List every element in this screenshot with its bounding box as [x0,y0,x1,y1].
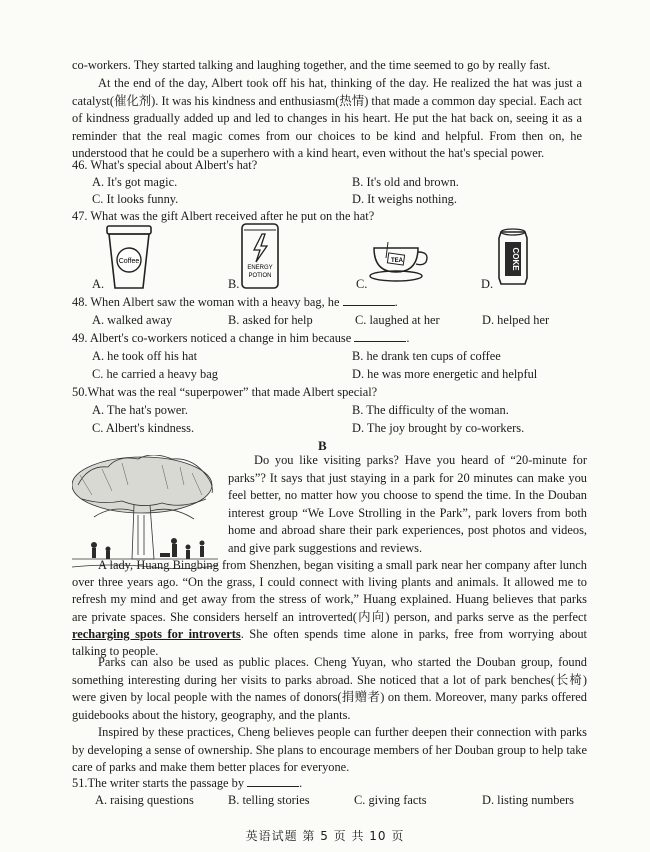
q50-stem: 50.What was the real “superpower” that made Albert special? [72,385,378,399]
energy-label-2: POTION [248,273,272,279]
p2-text-b: . She often spends time alone in parks, free from worrying about talking to people. [72,626,588,659]
q47-stem: 47. What was the gift Albert received after he put on the hat? [72,209,375,223]
q46-option-a[interactable]: A. It's got magic. [92,175,178,189]
q47-option-a[interactable]: A. [92,277,105,291]
passage-a-paragraph-end: co-workers. They started talking and laughing together, and the time seemed to go by really fast. [72,58,551,72]
section-b-title: B [318,438,327,453]
section-b-paragraph-3: Parks can also be used as public places. Cheng Yuyan, who started the Douban group, found something interesting during her visits to parks abroad. She noticed that a lot of park benches(长椅) were given by local people with the names of donors(捐赠者) on them. Moreover, many parks offered guidebooks about the history, geography, and the plants. [72,655,587,722]
q49-option-c[interactable]: C. he carried a heavy bag [92,367,218,381]
q49-stem-text: 49. Albert's co-workers noticed a change in him because [72,331,352,345]
q51-stem-text: 51.The writer starts the passage by [72,776,245,790]
q50-option-a[interactable]: A. The hat's power. [92,403,188,417]
coffee-label: Coffee [118,258,140,265]
q50-option-d[interactable]: D. The joy brought by co-workers. [352,421,525,435]
section-b-paragraph-2 [72,557,587,660]
q48-blank[interactable] [343,294,395,306]
q49-option-a[interactable]: A. he took off his hat [92,349,198,363]
q51-option-b[interactable]: B. telling stories [228,793,310,807]
q47-option-b[interactable]: B. [228,277,240,291]
energy-label-1: ENERGY [247,265,273,271]
q47-option-c[interactable]: C. [356,277,368,291]
energy-drink-icon [240,222,280,290]
q46-stem: 46. What's special about Albert's hat? [72,158,258,172]
coke-label: COKE [511,247,520,271]
passage-a-paragraph: At the end of the day, Albert took off his hat, thinking of the day. He realized the hat was just a catalyst(催化剂). It was his kindness and enthusiasm(热情) that made a common day special. Each act of kindness gradually added up and led to changes in his heart. He put the hat back on, seeing it as a reminder that the real magic comes from our choices to be kind and helpful. From then on, he understood that he could be a superhero with a kind heart, even without the hat's special power. [72,76,582,160]
q49-option-d[interactable]: D. he was more energetic and helpful [352,367,538,381]
q48-stem [72,294,398,312]
q51-stem [72,775,302,793]
q51-blank[interactable] [247,775,299,787]
q50-option-c[interactable]: C. Albert's kindness. [92,421,195,435]
q50-option-b[interactable]: B. The difficulty of the woman. [352,403,509,417]
coffee-cup-icon [103,224,155,290]
p2-text-a: A lady, Huang Bingbing from Shenzhen, began visiting a small park near her company after lunch over three years ago. “On the grass, I could connect with living plants and animals. It allowed me to refresh my mind and get away from the stress of work,” Huang explained. Huang believes that parks are private spaces. She considers herself an introverted(内向) person, and parks serve as the perfect [72,558,587,624]
q51-option-a[interactable]: A. raising questions [95,793,194,807]
tea-cup-icon [366,238,434,284]
q51-option-d[interactable]: D. listing numbers [482,793,574,807]
section-b-paragraph-1: Do you like visiting parks? Have you heard of “20-minute for parks”? It says that just staying in a park for 20 minutes can make you feel better, no matter how you choose to spend the time. In the Douban interest group “We Love Strolling in the Park”, park lovers from both home and abroad share their park experiences, post photos and videos, and give park suggestions and reviews. [228,453,587,555]
q51-stem-end: . [299,776,303,790]
page-footer: 英语试题 第 5 页 共 10 页 [245,829,405,843]
q48-option-b[interactable]: B. asked for help [228,313,313,327]
q49-stem [72,330,409,348]
q51-option-c[interactable]: C. giving facts [354,793,427,807]
q48-stem-end: . [394,295,398,309]
tea-label: TEA [391,258,403,264]
q48-option-d[interactable]: D. helped her [482,313,550,327]
q49-stem-end: . [406,331,410,345]
q46-option-d[interactable]: D. It weighs nothing. [352,192,457,206]
section-b-paragraph-4: Inspired by these practices, Cheng believes people can further deepen their connection with parks by developing a sense of ownership. She plans to encourage members of her Douban group to help take care of parks and make them better places for everyone. [72,725,587,774]
q48-option-a[interactable]: A. walked away [92,313,173,327]
q48-option-c[interactable]: C. laughed at her [355,313,440,327]
q49-blank[interactable] [354,330,406,342]
p2-underlined-phrase: recharging spots for introverts [72,626,241,641]
q48-stem-text: 48. When Albert saw the woman with a heavy bag, he [72,295,340,309]
q47-option-d[interactable]: D. [481,277,494,291]
q49-option-b[interactable]: B. he drank ten cups of coffee [352,349,501,363]
soda-can-icon [496,226,530,288]
q46-option-c[interactable]: C. It looks funny. [92,192,179,206]
q46-option-b[interactable]: B. It's old and brown. [352,175,459,189]
